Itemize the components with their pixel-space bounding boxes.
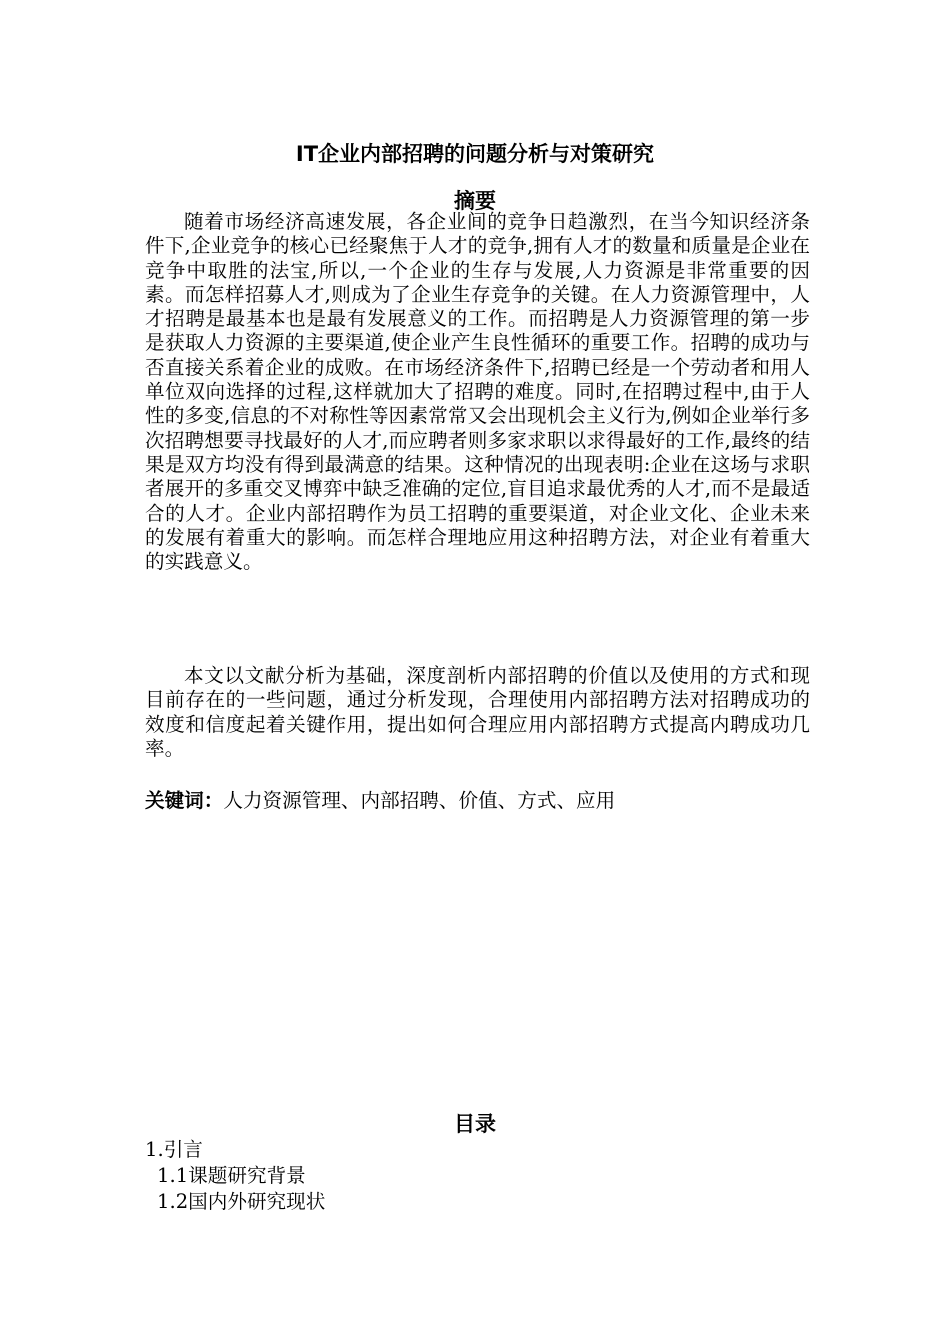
keywords-text: 人力资源管理、内部招聘、价值、方式、应用 [223,789,616,812]
toc-heading: 目录 [454,1112,496,1136]
abstract-paragraph: 随着市场经济高速发展，各企业间的竞争日趋激烈，在当今知识经济条件下,企业竞争的核心已经聚焦于人才的竞争,拥有人才的数量和质量是企业在竞争中取胜的法宝,所以,一个企业的生存与发展,人力资源是非常重要的因素。而怎样招募人才,则成为了企业生存竞争的关键。在人力资源管理中，人才招聘是最基本也是最有发展意义的工作。而招聘是人力资源管理的第一步是获取人力资源的主要渠道,使企业产生良性循环的重要工作。招聘的成功与否直接关系着企业的成败。在市场经济条件下,招聘已经是一个劳动者和用人单位双向选择的过程,这样就加大了招聘的难度。同时,在招聘过程中,由于人性的多变,信息的不对称性等因素常常又会出现机会主义行为,例如企业举行多次招聘想要寻找最好的人才,而应聘者则多家求职以求得最好的工作,最终的结果是双方均没有得到最满意的结果。这种情况的出现表明:企业在这场与求职者展开的多重交叉博弈中缺乏准确的定位,盲目追求最优秀的人才,而不是最适合的人才。企业内部招聘作为员工招聘的重要渠道，对企业文化、企业未来的发展有着重大的影响。而怎样合理地应用这种招聘方法，对企业有着重大的实践意义。 [145,210,810,574]
toc-item: 1.1课题研究背景 [157,1164,306,1187]
abstract-heading: 摘要 [454,189,496,213]
abstract-paragraph: 本文以文献分析为基础，深度剖析内部招聘的价值以及使用的方式和现目前存在的一些问题，通过分析发现，合理使用内部招聘方法对招聘成功的效度和信度起着关键作用，提出如何合理应用内部招聘方式提高内聘成功几率。 [145,664,810,760]
keywords-label: 关键词： [145,789,224,812]
table-of-contents [145,1137,745,1215]
toc-item: 1.引言 [145,1138,203,1161]
document-title: IT企业内部招聘的问题分析与对策研究 [295,142,655,166]
toc-item: 1.2国内外研究现状 [157,1190,326,1213]
keywords-line [145,788,825,814]
